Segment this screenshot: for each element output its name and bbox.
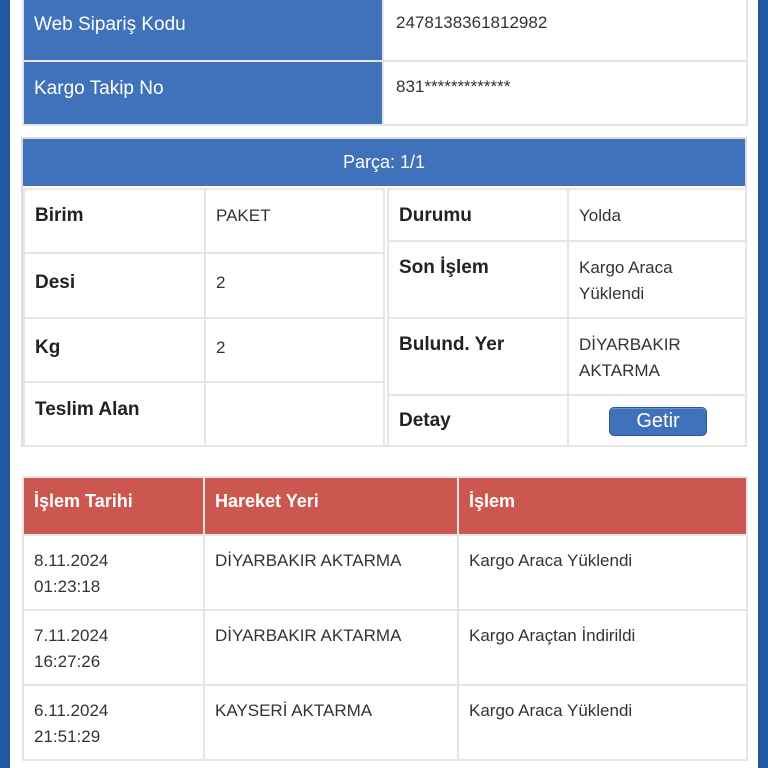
- desi-value: 2: [205, 253, 384, 318]
- parcel-panel: [21, 137, 747, 447]
- unit-label: Birim: [24, 189, 205, 253]
- desi-label: Desi: [24, 253, 205, 318]
- row-action: Kargo Araca Yüklendi: [458, 535, 747, 610]
- status-label: Durumu: [388, 189, 568, 241]
- history-table: [22, 476, 748, 761]
- web-order-code-value: 2478138361812982: [383, 0, 747, 61]
- receiver-label: Teslim Alan: [24, 382, 205, 446]
- left-frame-border: [0, 0, 10, 768]
- getir-button[interactable]: Getir: [609, 407, 707, 436]
- header-place: Hareket Yeri: [204, 477, 458, 535]
- receiver-value: [205, 382, 384, 446]
- kg-label: Kg: [24, 318, 205, 382]
- order-info-table: [22, 0, 748, 126]
- row-place: DİYARBAKIR AKTARMA: [204, 610, 458, 685]
- table-row: [23, 535, 747, 610]
- status-value: Yolda: [568, 189, 746, 241]
- detail-cell: [568, 395, 746, 446]
- row-date: 7.11.2024 16:27:26: [23, 610, 204, 685]
- parcel-title: Parça: 1/1: [23, 139, 745, 186]
- web-order-code-row: [23, 0, 747, 61]
- row-date: 8.11.2024 01:23:18: [23, 535, 204, 610]
- tracking-number-label: Kargo Takip No: [23, 61, 383, 125]
- detail-label: Detay: [388, 395, 568, 446]
- tracking-number-value: 831*************: [383, 61, 747, 125]
- table-row: [23, 610, 747, 685]
- row-place: KAYSERİ AKTARMA: [204, 685, 458, 760]
- history-header-row: [23, 477, 747, 535]
- location-label: Bulund. Yer: [388, 318, 568, 395]
- header-action: İşlem: [458, 477, 747, 535]
- right-frame-border: [758, 0, 768, 768]
- header-date: İşlem Tarihi: [23, 477, 204, 535]
- location-value: DİYARBAKIR AKTARMA: [568, 318, 746, 395]
- last-action-label: Son İşlem: [388, 241, 568, 318]
- table-row: [23, 685, 747, 760]
- parcel-right-table: [387, 188, 747, 447]
- row-date: 6.11.2024 21:51:29: [23, 685, 204, 760]
- row-place: DİYARBAKIR AKTARMA: [204, 535, 458, 610]
- row-action: Kargo Araçtan İndirildi: [458, 610, 747, 685]
- row-action: Kargo Araca Yüklendi: [458, 685, 747, 760]
- kg-value: 2: [205, 318, 384, 382]
- web-order-code-label: Web Sipariş Kodu: [23, 0, 383, 61]
- unit-value: PAKET: [205, 189, 384, 253]
- last-action-value: Kargo Araca Yüklendi: [568, 241, 746, 318]
- tracking-number-row: [23, 61, 747, 125]
- parcel-left-table: [23, 188, 385, 447]
